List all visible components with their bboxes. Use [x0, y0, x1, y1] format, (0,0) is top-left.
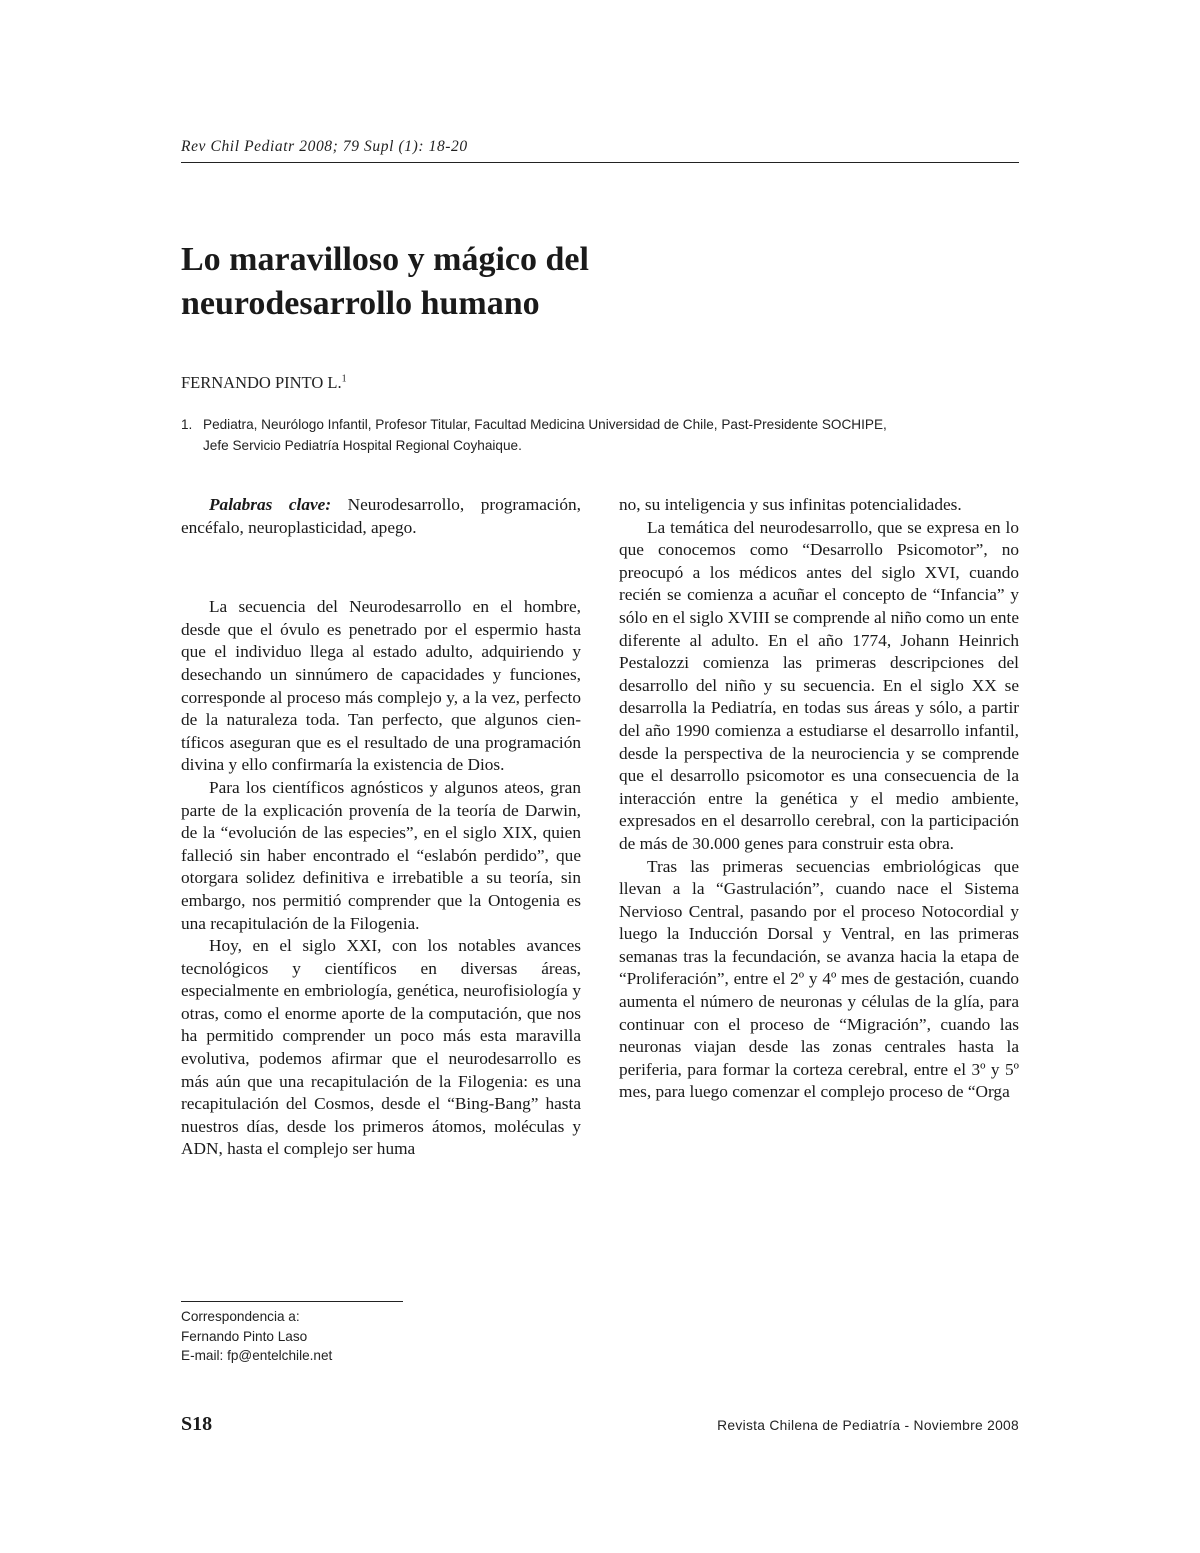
keywords: [181, 494, 581, 539]
affiliation-number: 1.: [181, 417, 193, 432]
affiliation-line-1: Pediatra, Neurólogo Infantil, Profesor Titular, Facultad Medicina Universidad de Chile, Past-Presidente SOCHIPE,: [203, 417, 887, 432]
title-line-2: neurodesarrollo humano: [181, 285, 540, 322]
author-affiliation-marker: 1: [341, 373, 347, 385]
affiliation: [181, 414, 1011, 456]
correspondence-label: Correspondencia a:: [181, 1309, 300, 1324]
affiliation-line-2: Jefe Servicio Pediatría Hospital Regional Coyhaique.: [203, 438, 522, 453]
left-column: [181, 494, 581, 1161]
page-number: S18: [181, 1413, 213, 1435]
article-title: [181, 238, 881, 326]
keywords-text: Neurodesarrollo, programación, encéfalo, neuroplasticidad, apego.: [181, 495, 581, 537]
author: [181, 373, 347, 393]
body-paragraph: La secuencia del Neurodesarrollo en el hombre, desde que el óvulo es penetrado por el espermio hasta que el individuo llega al estado adulto, adquiriendo y desechando un sinnúmero de capacidades y funciones, corresponde al proceso más complejo y, a la vez, perfecto de la naturaleza toda. Tan perfecto, que algunos científicos aseguran que es el resultado de una programación divina y ello confirmaría la existencia de Dios.: [181, 597, 581, 775]
keywords-label: Palabras clave:: [209, 495, 332, 514]
correspondence-name: Fernando Pinto Laso: [181, 1328, 308, 1344]
title-line-1: Lo maravilloso y mágico del: [181, 241, 589, 278]
correspondence: [181, 1307, 581, 1366]
journal-footer: Revista Chilena de Pediatría - Noviembre 2008: [717, 1418, 1019, 1433]
body-paragraph: Hoy, en el siglo XXI, con los notables avances tecnológicos y científicos en diversas áreas, especialmente en embriología, genética, neurofisiología y otras, como el enorme aporte de la computación, que nos ha permitido comprender un poco más esta maravilla evolutiva, podemos afirmar que el neurodesarrollo es más aún que una recapitulación de la Filogenia: es una recapitulación del Cosmos, desde el “Bing-Bang” hasta nuestros días, desde los primeros átomos, moléculas y ADN, hasta el complejo ser huma: [181, 936, 581, 1159]
author-name: FERNANDO PINTO L.: [181, 373, 342, 392]
correspondence-email: E-mail: fp@entelchile.net: [181, 1348, 333, 1363]
footnote-divider: [181, 1301, 403, 1302]
right-column: [619, 494, 1019, 1104]
journal-citation-header: Rev Chil Pediatr 2008; 79 Supl (1): 18-20: [181, 138, 1019, 163]
body-paragraph: Para los científicos agnósticos y algunos ateos, gran parte de la explicación provenía de la teoría de Darwin, de la “evolución de las especies”, en el siglo XIX, quien falleció sin haber encontrado el “eslabón perdido”, que otorgara solidez definitiva e irrebatible a su teoría, sin embargo, nos permitió comprender que la Ontogenia es una recapitulación de la Filogenia.: [181, 777, 581, 933]
body-paragraph: La temática del neurodesarrollo, que se expresa en lo que conocemos como “Desarrollo Psicomotor”, no preocupó a los médicos antes del siglo XVI, cuando recién se comienza a acuñar el concepto de “Infancia” y sólo en el siglo XVIII se comprende al niño como un ente diferente al adulto. En el año 1774, Johann Heinrich Pestalozzi comienza las primeras descripciones del desarrollo del niño y su secuencia. En el siglo XX se desarrolla la Pediatría, en todas sus áreas y sólo, a partir del año 1990 comienza a estudiarse el desarrollo infantil, desde la perspectiva de la neurociencia y se comprende que el desarrollo psicomotor es una consecuencia de la interacción entre la genética y el medio ambiente, expresados en el desarrollo cerebral, con la participación de más de 30.000 genes para construir esta obra.: [619, 517, 1019, 853]
body-paragraph: Tras las primeras secuencias embriológicas que llevan a la “Gastrulación”, cuando nace el Sistema Nervioso Central, pasando por el proceso Notocordial y luego la Inducción Dorsal y Ventral, en las primeras semanas tras la fecundación, se avanza hacia la etapa de “Proliferación”, entre el 2º y 4º mes de gestación, cuando aumenta el número de neuronas y células de la glía, para continuar con el proceso de “Migración”, cuando las neuronas viajan desde las zonas centrales hasta la periferia, para formar la corteza cerebral, entre el 3º y 5º mes, para luego comenzar el complejo proceso de “Orga: [619, 856, 1019, 1102]
body-paragraph: no, su inteligencia y sus infinitas potencialidades.: [619, 495, 962, 514]
